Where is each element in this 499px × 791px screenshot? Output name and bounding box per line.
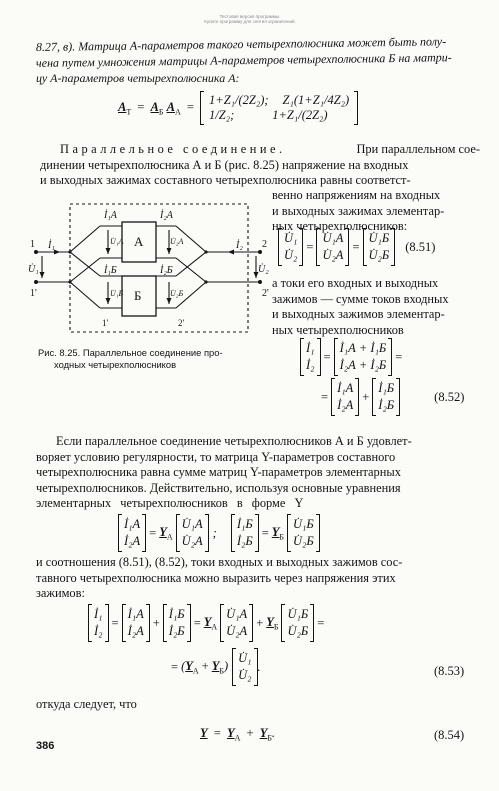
block-b-label: Б <box>134 288 142 303</box>
currents-text: а токи его входных и выходных зажимов — сумме токов входных и выходных зажимов элементар- ных четырехполюсников <box>272 276 449 337</box>
watermark: Тестовая версия программы. Купите программу для снятия ограничений. <box>204 14 296 24</box>
svg-text:U̇₂А: U̇₂А <box>170 237 184 246</box>
intro-line-3: цу A-параметров четырехполюсника А: <box>36 71 240 85</box>
equation-a-t: $A_Т = A_Б$ $A_А$ = 1+Z₁/(2Z₂); Z₁(1+Z₁/4Z₂) 1/Z₂; 1+Z₁/(2Z₂) <box>118 91 358 125</box>
equation-8-53-top: İ₁ İ₂ = İ₁А İ₂А + İ₁Б İ₂Б = $Y_А$ U̇₁А U̇₂А + $Y_Б$ U̇₁Б U̇₂Б = <box>88 604 327 642</box>
equation-8-52-bottom: = İ₁А İ₂А + İ₁Б İ₂Б (8.52) <box>318 378 464 416</box>
svg-text:İ₁А: İ₁А <box>104 210 117 221</box>
svg-text:U̇₁А: U̇₁А <box>110 237 124 246</box>
svg-text:U̇₂Б: U̇₂Б <box>170 289 184 298</box>
svg-text:2: 2 <box>262 239 267 250</box>
svg-text:İ₂: İ₂ <box>236 240 243 251</box>
page-number: 386 <box>36 740 55 752</box>
svg-text:1': 1' <box>30 288 37 299</box>
equation-number-8-53: (8.53) <box>434 664 465 678</box>
svg-text:İ₁Б: İ₁Б <box>104 265 117 276</box>
intro-line-1: 8.27, в). Матрица A-параметров такого четырехполюсника может быть полу- <box>35 34 447 54</box>
equation-8-51: U̇₁ U̇₂ = U̇₁А U̇₂А = U̇₁Б U̇₂Б (8.51) <box>278 228 435 266</box>
equation-number-8-52: (8.52) <box>434 389 465 404</box>
intro-line-2: чена путем умножения матрицы A-параметров четырехполюсника Б на матри- <box>35 49 452 70</box>
svg-text:İ₂Б: İ₂Б <box>160 265 173 276</box>
svg-text:U̇₁Б: U̇₁Б <box>110 289 124 298</box>
svg-text:İ₂А: İ₂А <box>160 210 173 221</box>
svg-text:İ₁: İ₁ <box>48 240 55 251</box>
intro-paragraph <box>35 34 482 87</box>
equation-y-basic: İ₁А İ₂А = $Y_А$ U̇₁А U̇₂А ; İ₁Б İ₂Б = $Y_Б$ U̇₁Б U̇₂Б <box>118 514 320 552</box>
svg-text:2': 2' <box>178 318 185 328</box>
equation-number-8-54: (8.54) <box>434 728 465 742</box>
svg-text:U̇₂: U̇₂ <box>258 264 269 275</box>
svg-text:1': 1' <box>102 318 109 328</box>
follows-text: откуда следует, что <box>36 697 137 711</box>
equation-number-8-51: (8.51) <box>405 239 436 254</box>
block-a-label: А <box>134 234 144 249</box>
matrix-a-t: 1+Z₁/(2Z₂); Z₁(1+Z₁/4Z₂) 1/Z₂; 1+Z₁/(2Z₂) <box>200 91 358 125</box>
equation-8-53-bottom: = $(Y_А + Y_Б)$ U̇₁ U̇₂ . <box>168 648 261 686</box>
parallel-paragraph: Параллельное соединение. При параллельном сое- динении четырехполюсника А и Б (рис. 8.25) напряжение на входных и выходных зажимах составного четырехполюсника равны соответст- <box>40 142 480 187</box>
equation-8-54: $Y = Y_А + Y_Б$. <box>200 726 276 743</box>
terminal-paragraph: и соотношения (8.51), (8.52), токи входных и выходных зажимов сос- тавного четырехполюсника можно выразить через напряжения этих зажимов: <box>36 555 403 600</box>
svg-text:1: 1 <box>30 239 35 250</box>
circuit-figure <box>30 200 270 340</box>
figure-caption: Рис. 8.25. Параллельное соединение про- ходных четырехполюсников <box>38 347 223 370</box>
svg-text:2': 2' <box>262 288 269 299</box>
regularity-paragraph: Если параллельное соединение четырехполюсников А и Б удовлет- воряет условию регулярности, то матрица Y-параметров составного четырехполюсника равна сумме матриц Y-параметров элементарных четырехполюсников. Действительно, используя основные уравнения элементарных четырехполюсников в форме Y <box>36 434 412 510</box>
svg-text:U̇₁: U̇₁ <box>28 264 39 275</box>
parallel-heading: Параллельное соединение. <box>60 142 286 156</box>
equation-8-52-top: İ₁ İ₂ = İ₁А + İ₁Б İ₂А + İ₂Б = <box>300 338 405 376</box>
parallel-side-text: венно напряжениям на входных и выходных зажимах элементар- ных четырехполюсников: <box>272 188 445 233</box>
